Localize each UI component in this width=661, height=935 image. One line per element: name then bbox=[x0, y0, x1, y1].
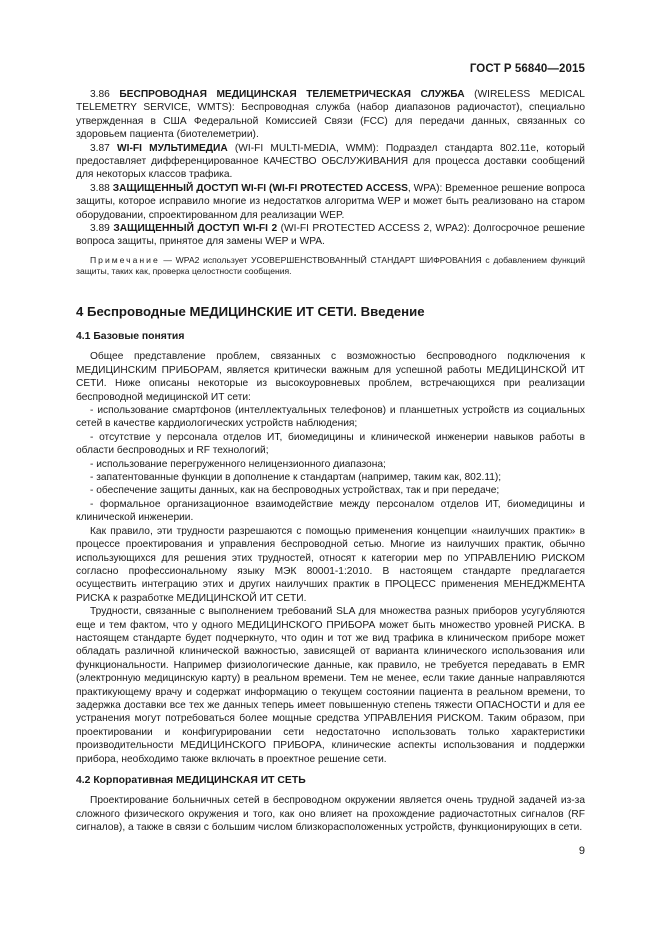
standard-code: ГОСТ Р 56840—2015 bbox=[469, 63, 585, 75]
definition-number: 3.86 bbox=[90, 89, 110, 100]
note-text: — WPA2 использует УСОВЕРШЕНСТВОВАННЫЙ СТАНДАРТ ШИФРОВАНИЯ с добавлением функций защиты, таких как, проверка целостности сообщения. bbox=[76, 254, 585, 277]
section-4-2 bbox=[76, 774, 585, 835]
section-title: 4 Беспроводные МЕДИЦИНСКИЕ ИТ СЕТИ. Введение bbox=[76, 304, 425, 319]
section-4-1 bbox=[76, 330, 585, 766]
subsection-title: 4.1 Базовые понятия bbox=[76, 331, 185, 342]
definition-term: ЗАЩИЩЕННЫЙ ДОСТУП WI-FI 2 bbox=[113, 223, 278, 235]
list-item: - формальное организационное взаимодействие между персоналом отделов ИТ, биомедицины и клинической инженерии. bbox=[76, 498, 585, 524]
definition-3-89 bbox=[76, 222, 585, 249]
definition-number: 3.88 bbox=[90, 182, 110, 194]
definition-3-86 bbox=[76, 88, 585, 142]
list-item: - обеспечение защиты данных, как на беспроводных устройствах, так и при передаче; bbox=[90, 485, 500, 497]
definition-term: WI-FI МУЛЬТИМЕДИА bbox=[117, 142, 228, 154]
list-item: - запатентованные функции в дополнение к стандартам (например, таким как, 802.11); bbox=[90, 472, 502, 484]
definition-text: (WIRELESS MEDICAL TELEMETRY SERVICE, WMTS): Беспроводная служба (набор диапазонов радиочастот), специально утвержденная в США Федеральной Комиссией Связи (FCC) для передачи данных, связанных со здоровьем пациента (биотелеметрии). bbox=[76, 89, 585, 141]
paragraph: Общее представление проблем, связанных с возможностью беспроводного подключения к МЕДИЦИНСКИМ ПРИБОРАМ, является критически важным для успешной работы МЕДИЦИНСКОЙ ИТ СЕТИ. Ниже описаны некоторые из высокоуровневых проблем, встречающихся при реализации беспроводной медицинской ИТ сети: bbox=[76, 351, 585, 403]
definition-text: (WI-FI PROTECTED ACCESS 2, WPA2): Долгосрочное решение вопроса защиты, принятое для замены WEP и WPA. bbox=[76, 223, 585, 248]
subsection-title: 4.2 Корпоративная МЕДИЦИНСКАЯ ИТ СЕТЬ bbox=[76, 775, 306, 786]
definition-text: (WI-FI MULTI-MEDIA, WMM): Подраздел стандарта 802.11е, который предоставляет дифференцированное КАЧЕСТВО ОБСЛУЖИВАНИЯ для процесса доставки сообщений для некоторых классов трафика. bbox=[76, 142, 585, 181]
definition-term: БЕСПРОВОДНАЯ МЕДИЦИНСКАЯ ТЕЛЕМЕТРИЧЕСКАЯ СЛУЖБА bbox=[119, 89, 465, 100]
paragraph: Проектирование больничных сетей в беспроводном окружении является очень трудной задачей из-за сложного физического окружения и того, как оно влияет на прохождение радиочастотных сигналов (RF сигналов), а также в связи с большим числом близкорасположенных устройств, функционирующих в сети. bbox=[76, 795, 585, 834]
list-item: - использование смартфонов (интеллектуальных телефонов) и планшетных устройств из социальных сетей в качестве кардиологических устройств наблюдения; bbox=[76, 405, 585, 430]
list-item: - использование перегруженного нелицензионного диапазона; bbox=[90, 458, 386, 470]
definition-term: ЗАЩИЩЕННЫЙ ДОСТУП WI-FI (WI-FI PROTECTED ACCESS bbox=[112, 182, 408, 194]
note-label: Примечание bbox=[90, 254, 160, 265]
paragraph: Как правило, эти трудности разрешаются с помощью применения концепции «наилучших практик» в процессе проектирования и управления беспроводной сетью. Многие из наилучших практик, обычно использующихся для решения этих трудностей, относят к категории мер по УПРАВЛЕНИЮ РИСКОМ согласно профессиональному языку МЭК 80001-1:2010. В настоящем стандарте предлагается осуществить интеграцию этих и других наилучших практик в ПРОЦЕСС применения МЕНЕДЖМЕНТА РИСКА к разработке МЕДИЦИНСКОЙ ИТ СЕТИ. bbox=[76, 525, 585, 604]
definition-number: 3.87 bbox=[90, 142, 110, 154]
note bbox=[76, 255, 585, 277]
definitions-block bbox=[76, 88, 585, 277]
definition-3-88 bbox=[76, 182, 585, 222]
definition-3-87 bbox=[76, 142, 585, 182]
definition-text: , WPA): Временное решение вопроса защиты, которое исправило многие из недостатков алгоритма WEP и может быть реализовано на старом оборудовании, спроектированном для реализации WEP. bbox=[76, 182, 585, 221]
list-item: - отсутствие у персонала отделов ИТ, биомедицины и клинической инженерии навыков работы в области беспроводных и RF технологий; bbox=[76, 431, 585, 457]
section-4-title-block bbox=[76, 305, 585, 318]
page-number: 9 bbox=[578, 845, 585, 857]
definition-number: 3.89 bbox=[90, 223, 110, 235]
paragraph: Трудности, связанные с выполнением требований SLA для множества разных приборов усугубляются еще и тем фактом, что у одного МЕДИЦИНСКОГО ПРИБОРА может быть множество уровней РИСКА. В настоящем стандарте будет подчеркнуто, что один и тот же вид трафика в клиническом приборе может обладать различной клинической важностью, зависящей от варианта клинического использования или функциональности. Например физиологические данные, как правило, не требуется передавать в EMR (электронную медицинскую карту) в реальном времени. Тем не менее, если такие данные направляются практикующему врачу и содержат информацию о текущем состоянии пациента в реальном времени, то задержка доставки все тех же данных теперь имеет повышенную степень тяжести ОПАСНОСТИ и для ее устранения могут потребоваться более мощные средства УПРАВЛЕНИЯ РИСКОМ. Таким образом, при проектировании и конфигурировании сети недостаточно использовать только характеристики производительности МЕДИЦИНСКОГО ПРИБОРА, клинические аспекты использования и поддержки прибора, необходимо также включать в проектное решение сети. bbox=[76, 606, 585, 765]
